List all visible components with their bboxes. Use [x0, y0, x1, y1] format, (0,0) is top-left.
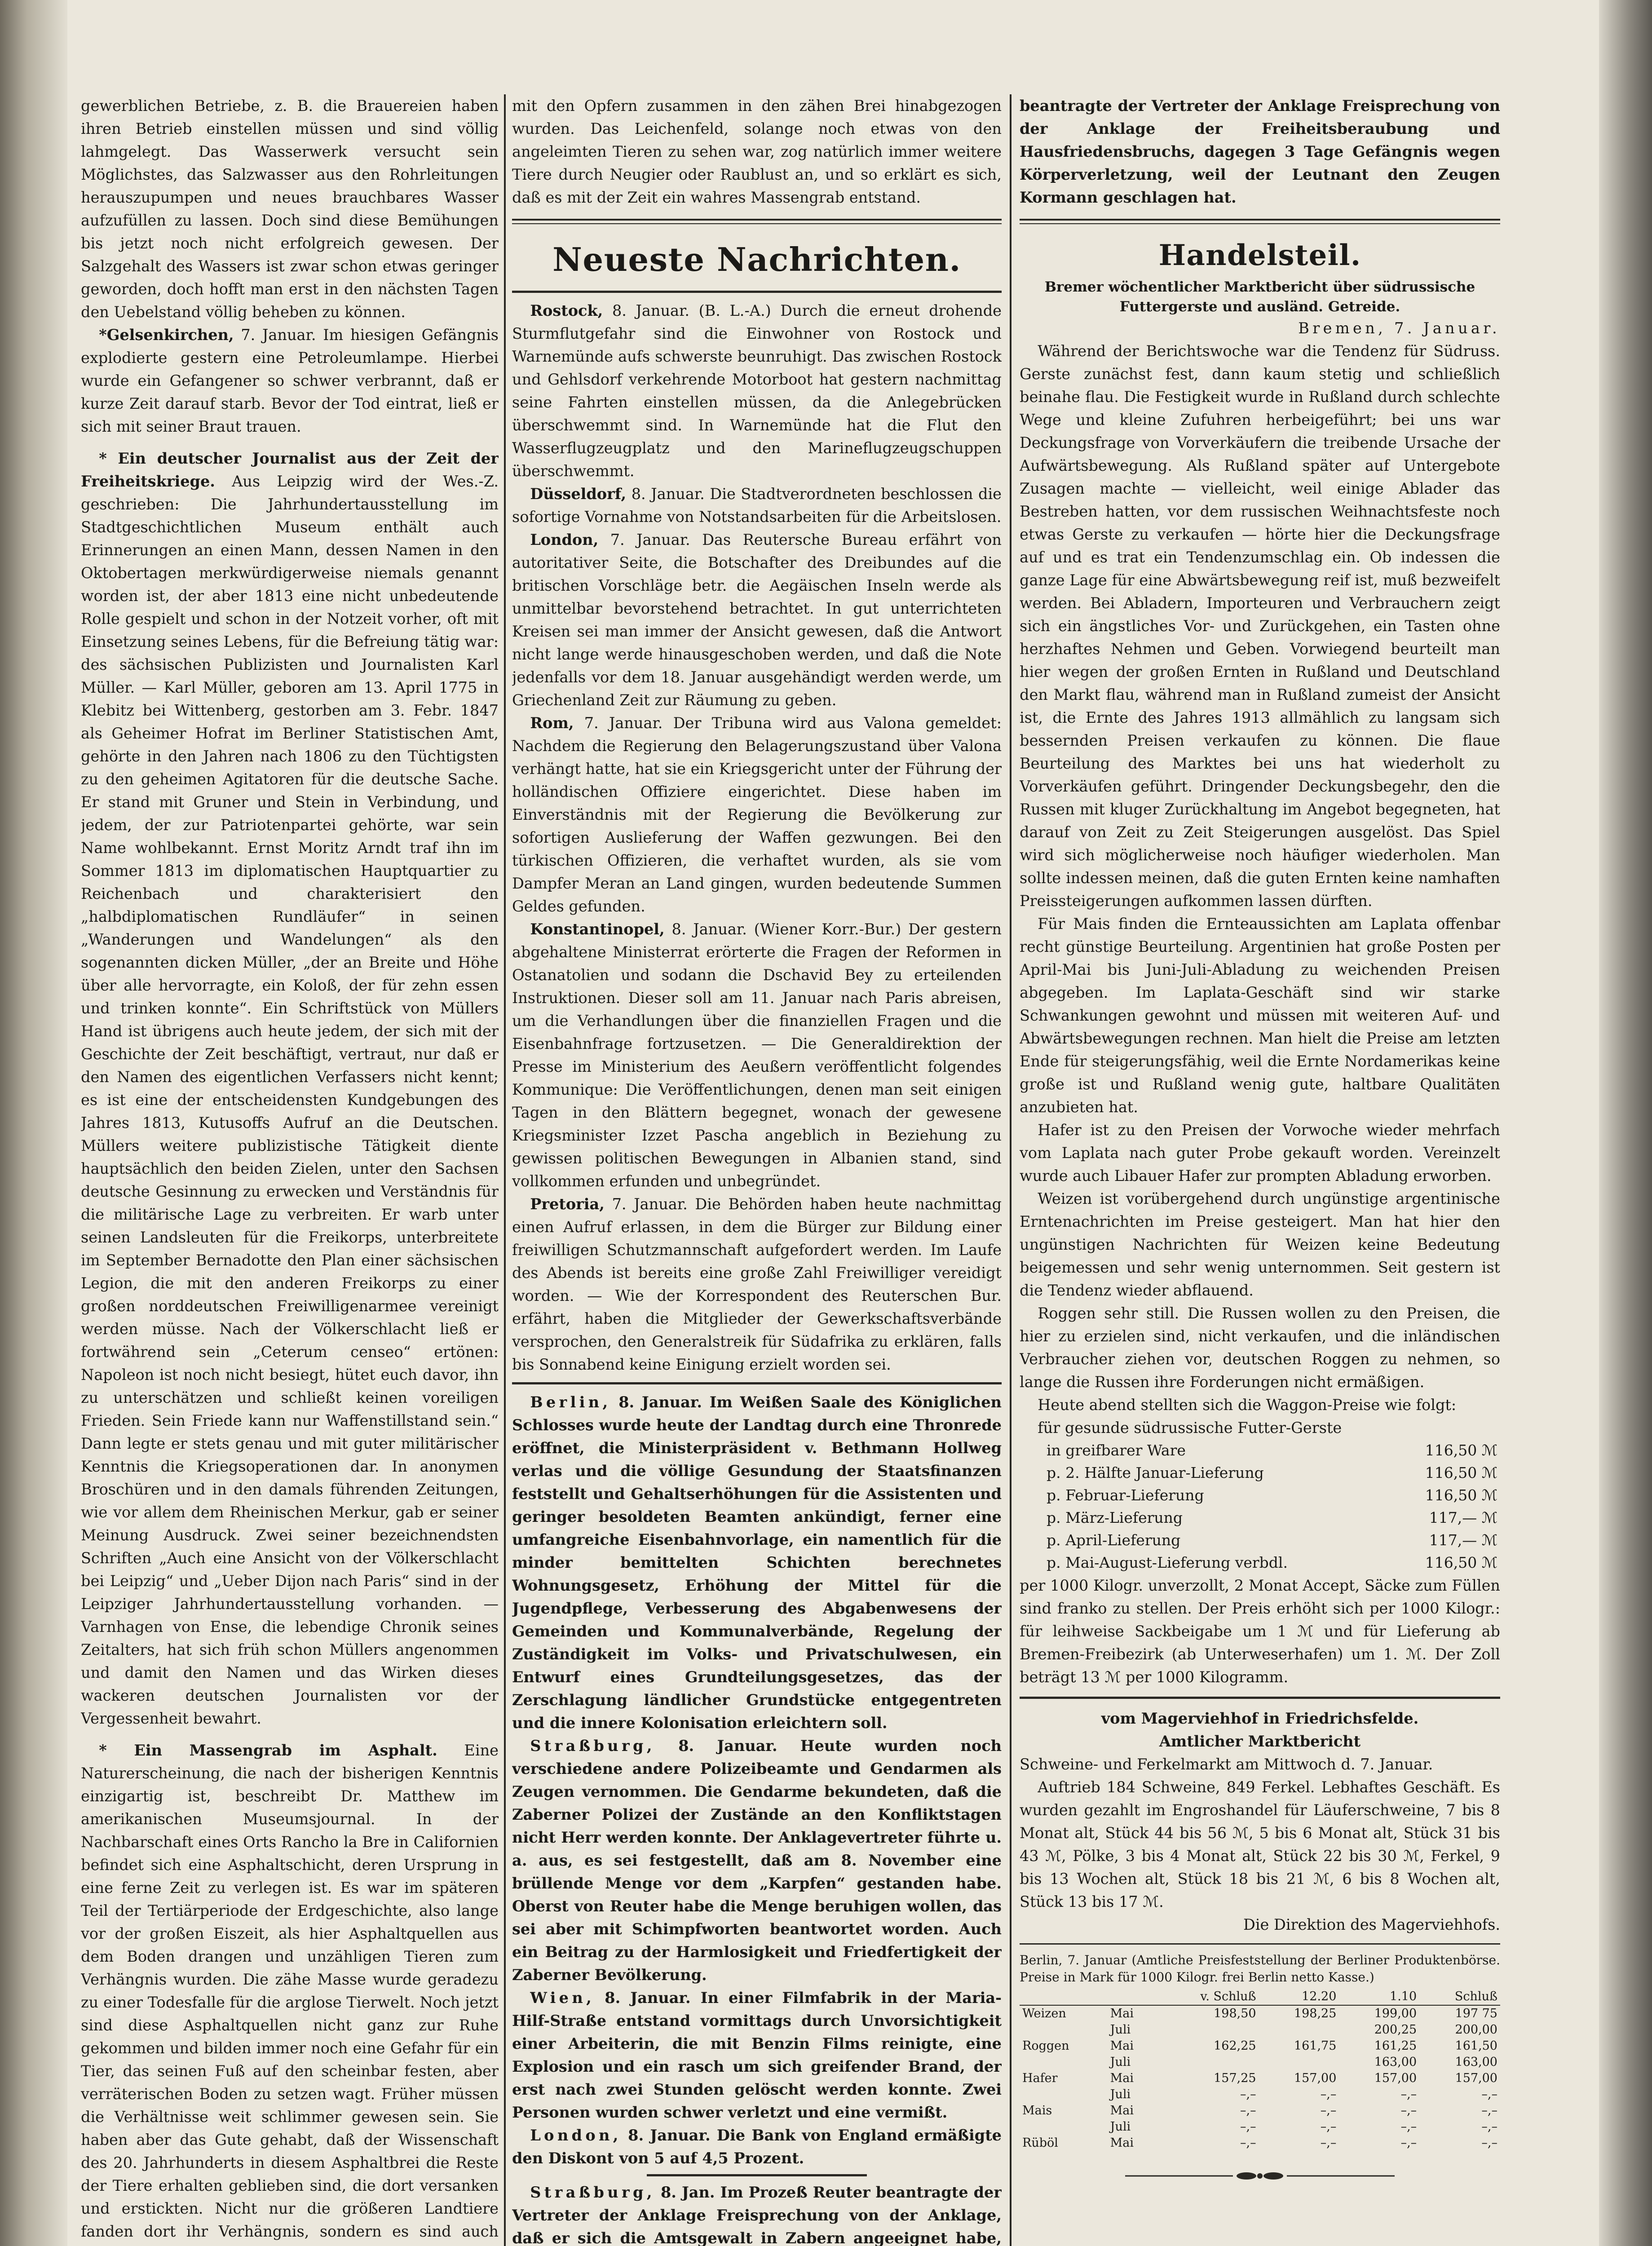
market-paragraph: Auftrieb 184 Schweine, 849 Ferkel. Lebhaftes Geschäft. Es wurden gezahlt im Engroshandel für Läuferschweine, 7 bis 8 Monat alt, Stück 44 bis 56 ℳ, 5 bis 6 Monat alt, Stück 31 bis 43 ℳ, Pölke, 3 bis 4 Monat alt, Stück 22 bis 30 ℳ, Ferkel, 9 bis 13 Wochen alt, Stück 18 bis 21 ℳ, 6 bis 8 Wochen alt, Stück 13 bis 17 ℳ. — [1020, 1778, 1500, 1910]
article-body: Eine Naturerscheinung, die nach der bisherigen Kenntnis einzigartig ist, beschreibt Dr. Matthew im amerikanischen Museumsjournal. In der Nachbarschaft eines Orts Rancho la Bre in Californien befindet sich eine Asphaltschicht, deren Ursprung in eine ferne Zeit zu verlegen ist. Es war im späteren Teil der Tertiärperiode der Erdgeschichte, also lange vor der großen Eiszeit, als hier Asphaltquellen aus dem Boden drangen und unzähligen Tieren zum Verhängnis wurden. Die zähe Masse wurde geradezu zu einer Todesfalle für die arglose Tierwelt. Noch jetzt sind diese Asphaltquellen nicht ganz zur Ruhe gekommen und bilden immer noch eine Gefahr für ein Tier, das seinen Fuß auf den scheinbar festen, aber verräterischen Boden zu setzen wagt. Früher müssen die Verhältnisse weit schlimmer gewesen sein. Sie haben aber das Gute gehabt, daß der Wissenschaft des 20. Jahrhunderts in diesem Asphaltbrei die Reste der Tiere erhalten geblieben sind, die dort versanken und erstickten. Nicht nur die größeren Landtiere fanden dort ihr Verhängnis, sondern es sind auch — [81, 1742, 499, 2240]
column-rule — [504, 94, 506, 2246]
price-conditions: per 1000 Kilogr. unverzollt, 2 Monat Accept, Säcke zum Füllen sind franko zu stellen. Der Preis erhöht sich per 1000 Kilogr.: für leihweise Sackbeigabe um 1 ℳ und für Lieferung ab Bremen-Freibezirk (ab Unterweserhafen) um 1. ℳ. Der Zoll beträgt 13 ℳ per 1000 Kilogramm. — [1020, 1577, 1500, 1686]
bourse-cell — [1259, 2054, 1339, 2070]
bourse-cell: Roggen — [1022, 2039, 1069, 2053]
dateline-place: Düsseldorf, — [530, 485, 627, 503]
market-paragraph: Roggen sehr still. Die Russen wollen zu den Preisen, die hier zu erzielen sind, nicht verkaufen, und die inländischen Verbraucher ziehen vor, deutschen Roggen zu nehmen, so lange die Russen ihre Forderungen nicht ermäßigen. — [1020, 1304, 1500, 1391]
bourse-cell: Weizen — [1022, 2007, 1066, 2021]
telegram-item — [512, 1734, 1002, 1986]
article-heading: * Ein Massengrab im Asphalt. — [99, 1742, 437, 1759]
telegram-body: 8. Januar. Heute wurden noch verschiedene andere Polizeibeamte und Gendarmen als Zeugen vernommen. Die Gendarme bekundeten, daß die Zaberner Polizei der Zustände an den Konfliktstagen nicht Herr werden konnte. Der Anklagevertreter führte u. a. aus, es sei festgestellt, daß am 8. November eine brüllende Menge vor dem „Karpfen“ gestanden habe. Oberst von Reuter habe die Menge beruhigen wollen, das sei aber mit Schimpfworten beantwortet worden. Auch ein Beitrag zu der Harmlosigkeit und Friedfertigkeit der Zaberner Bevölkerung. — [512, 1737, 1002, 1984]
end-flourish — [1020, 2169, 1500, 2184]
news-body: 7. Januar. Im hiesigen Gefängnis explodierte gestern eine Petroleumlampe. Hierbei wurde ein Gefangener so schwer verbrannt, daß er kurze Zeit darauf starb. Bevor der Tod eintrat, ließ er sich mit seiner Braut trauen. — [81, 326, 499, 435]
article-massengrab — [81, 1739, 499, 2246]
news-item — [512, 528, 1002, 712]
market-paragraph: Während der Berichtswoche war die Tendenz für Südruss. Gerste zunächst fest, dann kaum stetig und schließlich beinahe flau. Die Festigkeit wurde in Rußland durch schlechte Wege und kleine Zufuhren herbeigeführt; bei uns war Deckungsfrage von Vorverkäufern die treibende Ursache der Aufwärtsbewegung. Als Rußland später auf Untergebote Zusagen machte — vielleicht, weil einige Ablader das Bestreben hatten, vor dem russischen Weihnachtsfeste noch etwas Gerste zu verkaufen — hörte hier die Deckungsfrage auf und es trat ein Tendenzumschlag ein. Ob indessen die ganze Lage für eine Abwärtsbewegung reif ist, muß bezweifelt werden. Bei Abladern, Importeuren und Verbrauchern zeigt sich ein ängstliches Vor- und Zurückgehen, ein Tasten ohne herzhaftes Nehmen und Geben. Vorwiegend beurteilt man hier wegen der großen Ernten in Rußland und Deutschland den Markt flau, während man in Rußland zumeist der Ansicht ist, die Ernte des Jahres 1913 allmählich zu langsam sich bessernden Preisen verkaufen zu können. Die flaue Beurteilung des Marktes bei uns hat wiederholt zu Vorverkäufen geführt. Dringender Deckungsbegehr, den die Russen mit kluger Zurückhaltung im Angebot begegneten, hat darauf von Zeit zu Zeit Steigerungen ausgelöst. Das Spiel wird sich möglicherweise noch häufiger wiederholen. Man sollte indessen meinen, daß die guten Ernten keine namhaften Preissteigerungen aufkommen lassen dürften. — [1020, 342, 1500, 910]
bourse-cell: 163,00 — [1374, 2055, 1417, 2069]
report-signature: Die Direktion des Magerviehhofs. — [1243, 1916, 1500, 1933]
bourse-cell: 157,00 — [1455, 2071, 1497, 2085]
bourse-cell: Mai — [1110, 2104, 1134, 2118]
bourse-cell: Mai — [1110, 2071, 1134, 2085]
price-value: 117,— ℳ — [1429, 1509, 1497, 1526]
telegram-item — [512, 1986, 1002, 2124]
dateline-place: Straßburg, — [530, 1737, 655, 1755]
bourse-cell: –,– — [1400, 2087, 1417, 2101]
bourse-cell: Juli — [1110, 2120, 1131, 2134]
dateline-place: Pretoria, — [530, 1195, 605, 1213]
column-rule — [1010, 94, 1012, 2246]
telegram-item — [512, 1391, 1002, 1734]
report-title: vom Magerviehhof in Friedrichsfelde. — [1101, 1710, 1419, 1727]
bourse-cell: 200,25 — [1374, 2023, 1417, 2037]
price-row — [1020, 1552, 1500, 1574]
bourse-column-header — [1020, 1989, 1108, 2005]
market-paragraph: Heute abend stellten sich die Waggon-Preise wie folgt: — [1038, 1396, 1457, 1414]
bourse-row — [1020, 2022, 1500, 2038]
section-divider — [512, 291, 1002, 293]
bourse-column-header: Schluß — [1419, 1989, 1500, 2005]
bourse-cell: –,– — [1320, 2120, 1337, 2134]
news-body: 8. Januar. (B. L.-A.) Durch die erneut drohende Sturmflutgefahr sind die Einwohner von Rostock und Warnemünde aufs schwerste beunruhigt. Das zwischen Rostock und Gehlsdorf verkehrende Motorboot hat gestern nachmittag seine Fahrten einstellen müssen, da die Anlegebrücken überschwemmt sind. In Warnemünde hat die Flut den Wasserflugzeugplatz und den Marineflugzeugschuppen überschwemmt. — [512, 302, 1002, 480]
bourse-cell: Mai — [1110, 2039, 1134, 2053]
report-dateline: Bremen, 7. Januar. — [1298, 319, 1500, 337]
bourse-cell — [1020, 2087, 1108, 2103]
book-binding-edge — [0, 0, 67, 2246]
bourse-cell: –,– — [1481, 2120, 1497, 2134]
ornament-icon — [1125, 2169, 1395, 2183]
bourse-cell: 200,00 — [1455, 2023, 1497, 2037]
telegram-body: 8. Januar. Im Weißen Saale des Königlichen Schlosses wurde heute der Landtag durch eine Thronrede eröffnet, die Ministerpräsident v. Bethmann Hollweg verlas und die völlige Gesundung der Staatsfinanzen feststellt und Gehaltserhöhungen für die Assistenten und geringer besoldeten Beamten ankündigt, ferner eine umfangreiche Eisenbahnvorlage, ein namentlich für die minder bemittelten Schichten berechnetes Wohnungsgesetz, Erhöhung der Mittel für die Jugendpflege, Verbesserung des Abgabenwesens der Gemeinden und Kommunalverbände, Regelung der Zuständigkeit im Volks- und Privatschulwesen, ein Entwurf eines Grundteilungsgesetzes, das der Zerschlagung ländlicher Grundstücke entgegentreten und die innere Kolonisation erleichtern soll. — [512, 1393, 1002, 1732]
bourse-row — [1020, 2070, 1500, 2087]
dateline-place: Rom, — [530, 714, 574, 732]
news-item-gelsenkirchen — [81, 323, 499, 438]
price-row — [1020, 1507, 1500, 1529]
bourse-cell: Juli — [1110, 2055, 1131, 2069]
article-body: Aus Leipzig wird der Wes.-Z. geschrieben: Die Jahrhundertausstellung im Stadtgeschichtlichen Museum enthält auch Erinnerungen an einen Mann, dessen Namen in den Oktobertagen merkwürdigerweise niemals genannt worden ist, der aber 1813 eine nicht unbedeutende Rolle gespielt und schon in der Notzeit vorher, oft mit Einsetzung seines Lebens, für die Befreiung tätig war: des sächsischen Publizisten und Journalisten Karl Müller. — Karl Müller, geboren am 13. April 1775 in Klebitz bei Wittenberg, gestorben am 3. Febr. 1847 als Geheimer Hofrat im Berliner Statistischen Amt, gehörte in den Jahren nach 1806 zu den Tüchtigsten zu den geheimen Agitatoren für die deutsche Sache. Er stand mit Gruner und Stein in Verbindung, und jedem, der zur Patriotenpartei gehörte, war sein Name wohlbekannt. Ernst Moritz Arndt traf ihn im Sommer 1813 im diplomatischen Hauptquartier zu Reichenbach und charakterisiert den „halbdiplomatischen Rundläufer“ in seinen „Wanderungen und Wandelungen“ als den sogenannten dicken Müller, „der an Breite und Höhe über alle hervorragte, ein Koloß, der für zehn essen und trinken konnte“. Ein Schriftstück von Müllers Hand ist übrigens auch heute jedem, der sich mit der Geschichte der Zeit beschäftigt, vertraut, nur daß er den Namen des eigentlichen Verfassers nicht kennt; es ist eine der entscheidensten Kundgebungen des Jahres 1813, Kutusoffs Aufruf an die Deutschen. Müllers weitere publizistische Tätigkeit diente hauptsächlich den beiden Zielen, unter den Sachsen deutsche Gesinnung zu erwecken und Verständnis für die militärische Lage zu verbreiten. Er warb unter seinen Landsleuten für die Freikorps, unterbreitete im September Bernadotte den Plan einer sächsischen Legion, die mit den anderen Freikorps zu einer großen norddeutschen Freiwilligenarmee vereinigt werden müsse. Nach der Völkerschlacht ließ er fortwährend sein „Ceterum censeo“ ertönen: Napoleon ist noch nicht besiegt, hütet euch davor, ihn zu unterschätzen und schließt keinen voreiligen Frieden. Sein Friede kann nur Waffenstillstand sein.“ Dann legte er stets genau und mit guter militärischer Kenntnis die Kriegsoperationen dar. In anonymen Broschüren und in den damals führenden Zeitungen, wie vor allem dem Rheinischen Merkur, gab er seiner Meinung Ausdruck. Zwei seiner bezeichnendsten Schriften „Auch eine Ansicht von der Völkerschlacht bei Leipzig“ und „Ueber Dijon nach Paris“ sind in der Leipziger Jahrhundertausstellung vorhanden. — Varnhagen von Ense, die lebendige Chronik seines Zeitalters, hat sich früh schon Müllers angenommen und damit den Namen und das Wirken dieses wackeren deutschen Journalisten vor der Vergessenheit bewahrt. — [81, 473, 499, 1727]
bourse-cell: 199,00 — [1374, 2007, 1417, 2021]
price-label: p. Mai-August-Lieferung verbdl. — [1047, 1554, 1288, 1571]
news-item — [512, 482, 1002, 528]
bourse-cell: 197 75 — [1455, 2007, 1497, 2021]
bourse-row — [1020, 2103, 1500, 2119]
dateline-place: Rostock, — [530, 302, 603, 319]
telegram-continuation: beantragte der Vertreter der Anklage Freisprechung von der Anklage der Freiheitsberaubung und Hausfriedensbruchs, dagegen 3 Tage Gefängnis wegen Körperverletzung, weil der Leutnant den Zeugen Kormann geschlagen hat. — [1020, 97, 1500, 206]
bourse-cell: –,– — [1400, 2136, 1417, 2150]
section-title: Neueste Nachrichten. — [552, 240, 961, 279]
price-label: p. April-Lieferung — [1047, 1531, 1181, 1549]
market-paragraph: Weizen ist vorübergehend durch ungünstige argentinische Erntenachrichten im Preise gesteigert. Man hat hier den ungünstigen Nachrichten für Weizen keine Bedeutung beigemessen und sehr wenig unternommen. Seit gestern ist die Tendenz wieder abflauend. — [1020, 1190, 1500, 1299]
bourse-cell: 163,00 — [1455, 2055, 1497, 2069]
bourse-cell: –,– — [1320, 2136, 1337, 2150]
bourse-cell: –,– — [1320, 2087, 1337, 2101]
dateline-place: London, — [530, 531, 599, 548]
bourse-cell: –,– — [1240, 2104, 1256, 2118]
section-divider — [512, 219, 1002, 224]
telegram-item — [512, 2124, 1002, 2170]
bourse-column-header: v. Schluß — [1156, 1989, 1259, 2005]
article-heading: * Ein deutscher Journalist aus der Zeit der Freiheitskriege. — [81, 450, 499, 490]
price-value: 117,— ℳ — [1429, 1531, 1497, 1549]
column-left — [81, 94, 499, 2246]
bourse-cell — [1020, 2054, 1108, 2070]
bourse-row — [1020, 2038, 1500, 2054]
bourse-cell: –,– — [1481, 2104, 1497, 2118]
price-table-heading: für gesunde südrussische Futter-Gerste — [1038, 1419, 1342, 1437]
bourse-cell: 162,25 — [1214, 2039, 1256, 2053]
price-label: p. 2. Hälfte Januar-Lieferung — [1047, 1464, 1264, 1481]
report-title: Bremer wöchentlicher Marktbericht über südrussische Futtergerste und ausländ. Getreide. — [1044, 279, 1475, 315]
telegram-body: 8. Jan. Im Prozeß Reuter beantragte der Vertreter der Anklage Freisprechung von der Anklage, daß er sich die Amtsgewalt in Zabern angeeignet habe, — [512, 2184, 1002, 2246]
article-continuation: mit den Opfern zusammen in den zähen Brei hinabgezogen wurden. Das Leichenfeld, solange noch etwas von den angeleimten Tieren zu sehen war, zog natürlich immer weitere Tiere durch Neugier oder Raublust an, und so erklärt es sich, daß es mit der Zeit ein wahres Massengrab entstand. — [512, 97, 1002, 206]
bourse-cell: Hafer — [1022, 2071, 1058, 2085]
news-item — [512, 712, 1002, 918]
price-row — [1020, 1529, 1500, 1552]
bourse-cell: –,– — [1400, 2120, 1417, 2134]
section-divider — [512, 1382, 1002, 1384]
bourse-column-header: 1.10 — [1339, 1989, 1419, 2005]
bourse-cell: 161,50 — [1455, 2039, 1497, 2053]
bourse-cell: –,– — [1481, 2087, 1497, 2101]
price-row — [1020, 1439, 1500, 1462]
bourse-cell: Rüböl — [1022, 2136, 1058, 2150]
section-divider — [1020, 1697, 1500, 1699]
bourse-row — [1020, 2119, 1500, 2135]
bourse-cell: –,– — [1400, 2104, 1417, 2118]
bourse-cell: Mai — [1110, 2136, 1134, 2150]
price-label: p. März-Lieferung — [1047, 1509, 1183, 1526]
bourse-cell — [1156, 2022, 1259, 2038]
telegram-item — [512, 2181, 1002, 2246]
price-value: 116,50 ℳ — [1425, 1464, 1497, 1481]
price-label: in greifbarer Ware — [1047, 1441, 1186, 1459]
price-row — [1020, 1484, 1500, 1507]
bourse-row — [1020, 2005, 1500, 2022]
bourse-cell: 198,25 — [1294, 2007, 1337, 2021]
article-continuation: gewerblichen Betriebe, z. B. die Brauereien haben ihren Betrieb einstellen müssen und sind völlig lahmgelegt. Das Wasserwerk versucht sein Möglichstes, das Salzwasser aus den Rohrleitungen herauszupumpen und neues brauchbares Wasser aufzufüllen zu lassen. Doch sind diese Bemühungen bis jetzt noch nicht erfolgreich gewesen. Der Salzgehalt des Wassers ist zwar schon etwas geringer geworden, doch hofft man erst in den nächsten Tagen den Uebelstand völlig beheben zu können. — [81, 97, 499, 321]
telegram-body: 8. Januar. In einer Filmfabrik in der Maria-Hilf-Straße entstand vormittags durch Unvorsichtigkeit einer Arbeiterin, die mit Benzin Films reinigte, eine Explosion und ein rasch um sich greifender Brand, der erst nach zwei Stunden gelöscht werden konnte. Zwei Personen wurden schwer verletzt und eine vermißt. — [512, 1989, 1002, 2121]
bourse-cell: 157,25 — [1214, 2071, 1256, 2085]
article-journalist — [81, 447, 499, 1730]
news-item — [512, 299, 1002, 482]
bourse-cell: Mai — [1110, 2007, 1134, 2021]
column-right — [1020, 94, 1500, 2246]
bourse-cell: 157,00 — [1294, 2071, 1337, 2085]
dateline-place: Berlin, — [530, 1393, 611, 1411]
dateline-place: *Gelsenkirchen, — [99, 326, 234, 344]
dateline-place: Straßburg, — [530, 2184, 655, 2201]
price-value: 116,50 ℳ — [1425, 1486, 1497, 1504]
bourse-cell: –,– — [1240, 2136, 1256, 2150]
bourse-cell: 161,75 — [1294, 2039, 1337, 2053]
bourse-cell: 157,00 — [1374, 2071, 1417, 2085]
dateline-place: London, — [530, 2127, 622, 2144]
price-value: 116,50 ℳ — [1425, 1554, 1497, 1571]
bourse-cell: Juli — [1110, 2087, 1131, 2101]
section-divider — [1020, 219, 1500, 224]
bourse-cell — [1259, 2022, 1339, 2038]
bourse-cell: –,– — [1240, 2087, 1256, 2101]
bourse-cell — [1020, 2022, 1108, 2038]
bourse-cell: Juli — [1110, 2023, 1131, 2037]
bourse-row — [1020, 2135, 1500, 2151]
market-paragraph: Für Mais finden die Ernteaussichten am Laplata offenbar recht günstige Beurteilung. Argentinien hat große Posten per April-Mai bis Juni-Juli-Abladung zu weichenden Preisen abgegeben. Im Laplata-Geschäft sind wir starke Schwankungen gewohnt und müssen mit weiteren Auf- und Abwärtsbewegungen rechnen. Man hielt die Preise am letzten Ende für steigerungsfähig, weil die Ernte Nordamerikas keine große ist und Rußland wenig gute, haltbare Qualitäten anzubieten hat. — [1020, 915, 1500, 1116]
news-body: 7. Januar. Der Tribuna wird aus Valona gemeldet: Nachdem die Regierung den Belagerungszustand über Valona verhängt hatte, hat sie ein Kriegsgericht unter der Führung der holländischen Offiziere eingerichtet. Diese haben im Einverständnis mit der Regierung die Bevölkerung zur sofortigen Auslieferung der Waffen gezwungen. Bei den türkischen Offizieren, die verhaftet wurden, als sie vom Dampfer Meran an Land gingen, wurden bedeutende Summen Geldes gefunden. — [512, 714, 1002, 915]
bourse-cell: –,– — [1320, 2104, 1337, 2118]
bourse-cell: 198,50 — [1214, 2007, 1256, 2021]
price-row — [1020, 1462, 1500, 1484]
bourse-cell: 161,25 — [1374, 2039, 1417, 2053]
dateline-place: Wien, — [530, 1989, 595, 2007]
bourse-table — [1020, 1989, 1500, 2151]
price-value: 116,50 ℳ — [1425, 1441, 1497, 1459]
news-item — [512, 1193, 1002, 1376]
section-divider — [1020, 1943, 1500, 1945]
bourse-column-header: 12.20 — [1259, 1989, 1339, 2005]
price-label: p. Februar-Lieferung — [1047, 1486, 1204, 1504]
bourse-cell: –,– — [1240, 2120, 1256, 2134]
price-table — [1020, 1439, 1500, 1574]
news-body: 7. Januar. Das Reutersche Bureau erfährt von autoritativer Seite, die Botschafter des Dreibundes auf die britischen Vorschläge betr. die Aegäischen Inseln werde als unmittelbar bevorstehend betrachtet. In gut unterrichteten Kreisen sei man immer der Ansicht gewesen, daß die Antwort nicht lange werde hinausgeschoben werden, und daß die Note jedenfalls vor dem 18. Januar ausgehändigt werden werde, um Griechenland Zeit zur Räumung zu geben. — [512, 531, 1002, 709]
dateline-place: Konstantinopel, — [530, 920, 665, 938]
bourse-cell: Mais — [1022, 2104, 1052, 2118]
news-body: 7. Januar. Die Behörden haben heute nachmittag einen Aufruf erlassen, in dem die Bürger zur Bildung einer freiwilligen Schutzmannschaft aufgefordert werden. Im Laufe des Abends ist bereits eine große Zahl Freiwilliger vereidigt worden. — Wie der Korrespondent des Reuterschen Bur. erfährt, haben die Mitglieder der Gewerkschaftsverbände versprochen, den Generalstreik für Südafrika zu erklären, falls bis Sonnabend keine Einigung erzielt worden sei. — [512, 1195, 1002, 1373]
bourse-intro: Berlin, 7. Januar (Amtliche Preisfeststellung der Berliner Produktenbörse. Preise in Mark für 1000 Kilogr. frei Berlin netto Kasse.) — [1020, 1953, 1500, 1985]
column-middle — [512, 94, 1002, 2246]
bourse-column-header — [1108, 1989, 1156, 2005]
bourse-cell — [1156, 2054, 1259, 2070]
item-divider — [647, 2174, 867, 2176]
bourse-cell: –,– — [1481, 2136, 1497, 2150]
market-paragraph: Hafer ist zu den Preisen der Vorwoche wieder mehrfach vom Laplata nach guter Probe gekauft worden. Vereinzelt wurde auch Libauer Hafer zur prompten Abladung erworben. — [1020, 1121, 1500, 1185]
page-right-edge — [1599, 0, 1652, 2246]
news-body: 8. Januar. (Wiener Korr.-Bur.) Der gestern abgehaltene Ministerrat erörterte die Fragen der Reformen in Ostanatolien und sodann die Dschavid Bey zu erteilenden Instruktionen. Dieser soll am 11. Januar nach Paris abreisen, um die Verhandlungen über die finanziellen Fragen und die Eisenbahnfrage fortzusetzen. — Die Generaldirektion der Presse im Ministerium des Aeußern veröffentlicht folgendes Kommunique: Die Veröffentlichungen, denen man seit einigen Tagen in den Blättern begegnet, wonach der gewesene Kriegsminister Izzet Pascha angeblich in Beziehung zu gewissen politischen Bewegungen in Albanien stand, sind vollkommen erfunden und unbegründet. — [512, 920, 1002, 1190]
bourse-row — [1020, 2087, 1500, 2103]
bourse-cell — [1020, 2119, 1108, 2135]
news-item — [512, 918, 1002, 1193]
report-subtitle: Amtlicher Marktbericht — [1159, 1733, 1361, 1750]
telegram-body: 8. Januar. Die Bank von England ermäßigte den Diskont von 5 auf 4,5 Prozent. — [512, 2127, 1002, 2167]
bourse-row — [1020, 2054, 1500, 2070]
market-line: Schweine- und Ferkelmarkt am Mittwoch d. 7. Januar. — [1020, 1755, 1433, 1773]
section-title: Handelsteil. — [1158, 239, 1361, 272]
news-body: 8. Januar. Die Stadtverordneten beschlossen die sofortige Vornahme von Notstandsarbeiten für die Arbeitslosen. — [512, 485, 1002, 526]
